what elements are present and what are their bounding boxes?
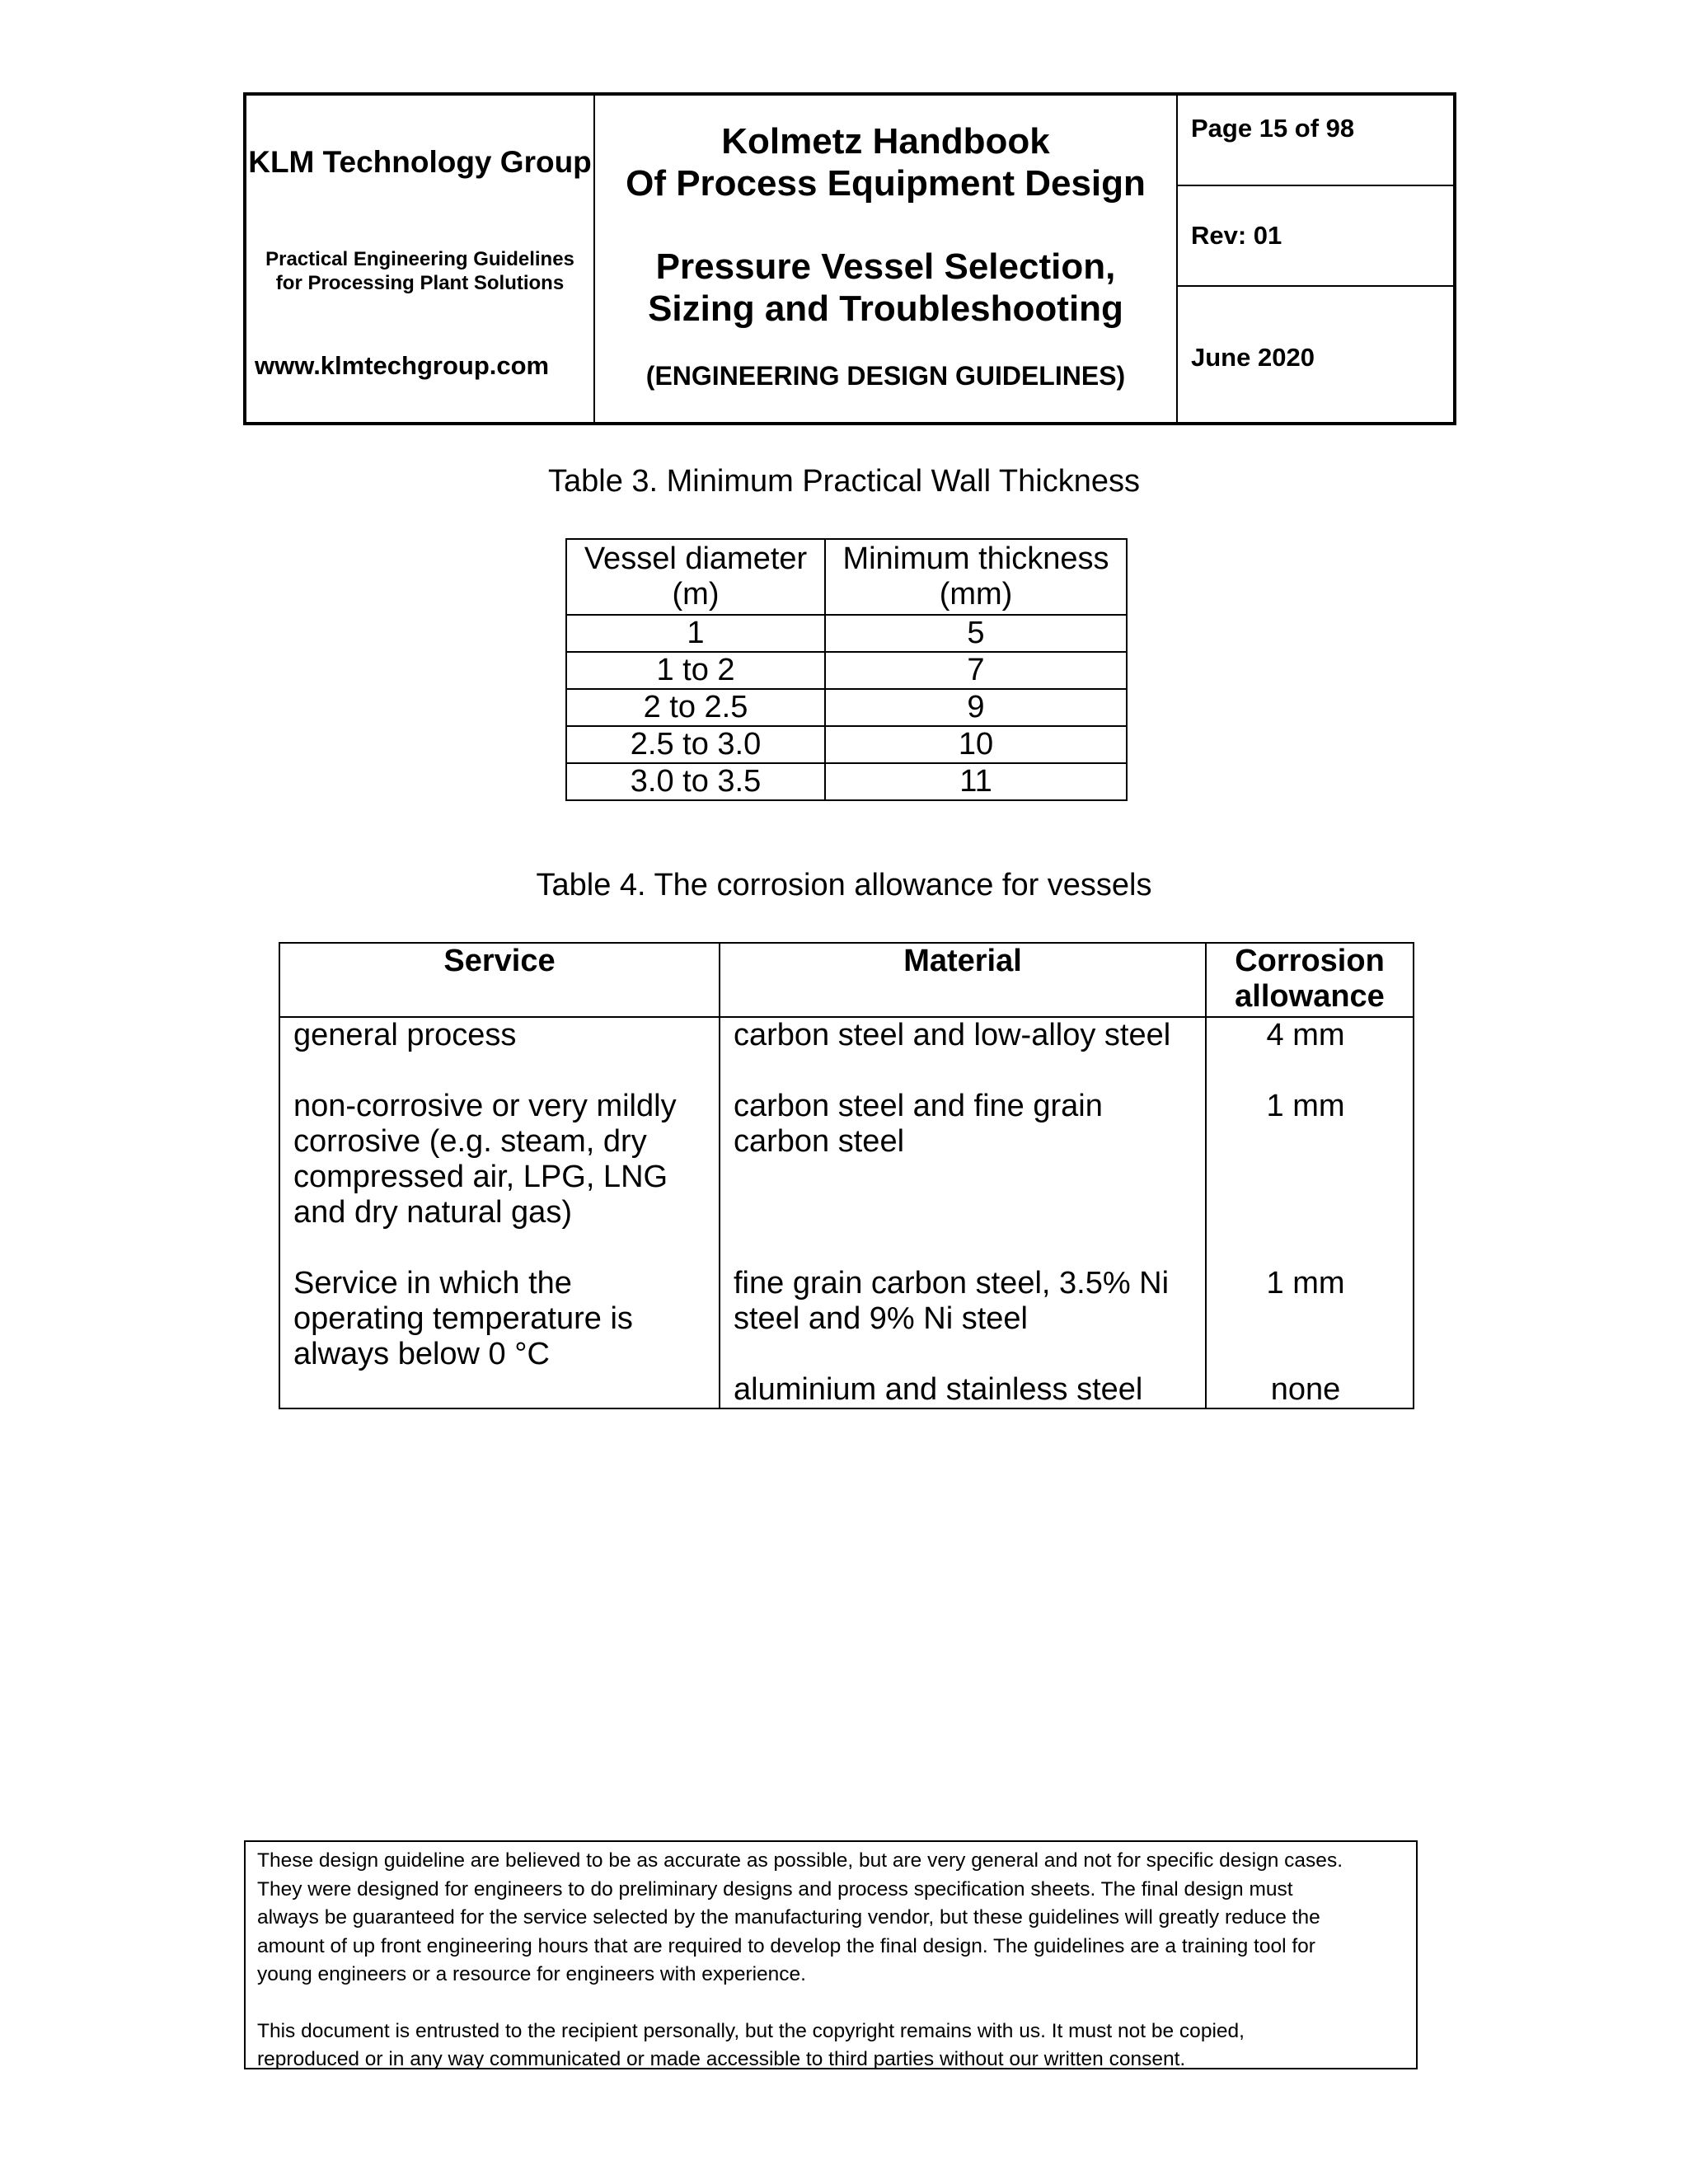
thickness-cell: 5	[825, 615, 1127, 652]
company-name: KLM Technology Group	[248, 145, 592, 179]
guideline-type: (ENGINEERING DESIGN GUIDELINES)	[645, 361, 1126, 391]
header-meta-cell	[1178, 96, 1453, 422]
material-line: aluminium and stainless steel	[734, 1372, 1143, 1407]
diameter-cell: 1 to 2	[566, 652, 825, 689]
disclaimer-line: This document is entrusted to the recipient personally, but the copyright remains with us. It must not be copied,	[257, 2019, 1245, 2042]
handbook-title	[595, 120, 1176, 204]
page-number: Page 15 of 98	[1178, 96, 1453, 186]
table-row	[566, 689, 1127, 726]
material-entry	[720, 1372, 1205, 1408]
diameter-cell: 2.5 to 3.0	[566, 726, 825, 763]
header-unit: (mm)	[939, 577, 1013, 612]
header-text: Vessel diameter	[584, 541, 808, 576]
header-text: allowance	[1235, 979, 1385, 1014]
table3-wall-thickness	[565, 538, 1128, 801]
service-line: Service in which the	[293, 1266, 572, 1301]
disclaimer-line: These design guideline are believed to be as accurate as possible, but are very general and not for specific design cases.	[257, 1849, 1343, 1872]
service-line: operating temperature is	[293, 1301, 633, 1336]
material-entry	[720, 1266, 1205, 1337]
service-column	[279, 1017, 720, 1408]
document-header	[243, 92, 1456, 425]
disclaimer-box	[244, 1840, 1418, 2069]
issue-date: June 2020	[1191, 343, 1315, 372]
material-line: carbon steel and low-alloy steel	[734, 1018, 1171, 1052]
company-website: www.klmtechgroup.com	[255, 351, 550, 380]
disclaimer-line: reproduced or in any way communicated or made accessible to third parties without our written consent.	[257, 2048, 1186, 2070]
material-entry	[720, 1089, 1205, 1160]
disclaimer-line: amount of up front engineering hours that are required to develop the final design. The guidelines are a training tool for	[257, 1934, 1315, 1957]
allowance-value: 1 mm	[1266, 1266, 1345, 1301]
subject-line2: Sizing and Troubleshooting	[648, 288, 1123, 329]
table-row	[566, 726, 1127, 763]
header-title-cell	[595, 96, 1178, 422]
service-line: and dry natural gas)	[293, 1195, 572, 1230]
service-line: always below 0 °C	[293, 1337, 550, 1371]
table4-caption: Table 4. The corrosion allowance for vessels	[536, 868, 1152, 902]
disclaimer-line: young engineers or a resource for engineers with experience.	[257, 1963, 806, 1985]
header-corrosion-allowance	[1206, 943, 1414, 1017]
revision: Rev: 01	[1178, 186, 1453, 287]
service-entry	[280, 1089, 719, 1230]
table-row	[566, 652, 1127, 689]
thickness-cell: 11	[825, 763, 1127, 800]
table4-corrosion-allowance	[279, 942, 1414, 1409]
disclaimer-paragraph	[257, 1847, 1404, 1990]
material-line: steel and 9% Ni steel	[734, 1301, 1028, 1336]
thickness-cell: 9	[825, 689, 1127, 726]
allowance-value: 4 mm	[1266, 1018, 1345, 1052]
table-row	[566, 615, 1127, 652]
allowance-value: 1 mm	[1266, 1089, 1345, 1123]
thickness-cell: 10	[825, 726, 1127, 763]
table-header-row	[279, 943, 1414, 1017]
table-body	[279, 1017, 1414, 1408]
header-unit: (m)	[672, 577, 720, 612]
table-header-row	[566, 539, 1127, 615]
thickness-cell: 7	[825, 652, 1127, 689]
subject-line1: Pressure Vessel Selection,	[655, 246, 1116, 287]
company-tagline: Practical Engineering Guidelines for Processing Plant Solutions	[265, 248, 574, 294]
header-material: Material	[720, 943, 1206, 1017]
disclaimer-line: They were designed for engineers to do preliminary designs and process specification sheets. The final design must	[257, 1877, 1293, 1900]
handbook-title-line2: Of Process Equipment Design	[626, 163, 1146, 204]
material-line: fine grain carbon steel, 3.5% Ni	[734, 1266, 1170, 1301]
material-line: carbon steel and fine grain	[734, 1089, 1103, 1123]
allowance-column	[1206, 1017, 1414, 1408]
diameter-cell: 1	[566, 615, 825, 652]
allowance-value: none	[1270, 1372, 1341, 1407]
header-service: Service	[279, 943, 720, 1017]
diameter-cell: 3.0 to 3.5	[566, 763, 825, 800]
header-minimum-thickness	[825, 539, 1127, 615]
diameter-cell: 2 to 2.5	[566, 689, 825, 726]
service-entry	[280, 1266, 719, 1372]
handbook-title-line1: Kolmetz Handbook	[721, 121, 1050, 162]
material-column	[720, 1017, 1206, 1408]
disclaimer-line: always be guaranteed for the service selected by the manufacturing vendor, but these guidelines will greatly reduce the	[257, 1906, 1320, 1929]
material-line: carbon steel	[734, 1124, 905, 1159]
service-entry	[280, 1018, 719, 1053]
material-entry	[720, 1018, 1205, 1053]
document-subject	[595, 246, 1176, 330]
service-line: corrosive (e.g. steam, dry	[293, 1124, 647, 1159]
header-vessel-diameter	[566, 539, 825, 615]
service-line: compressed air, LPG, LNG	[293, 1160, 668, 1194]
service-line: non-corrosive or very mildly	[293, 1089, 677, 1123]
header-text: Minimum thickness	[842, 541, 1109, 576]
service-line: general process	[293, 1018, 517, 1052]
copyright-paragraph	[257, 2018, 1404, 2074]
header-text: Corrosion	[1235, 944, 1385, 978]
header-company-cell	[246, 96, 595, 422]
table-row	[566, 763, 1127, 800]
table3-caption: Table 3. Minimum Practical Wall Thickness	[548, 464, 1140, 499]
